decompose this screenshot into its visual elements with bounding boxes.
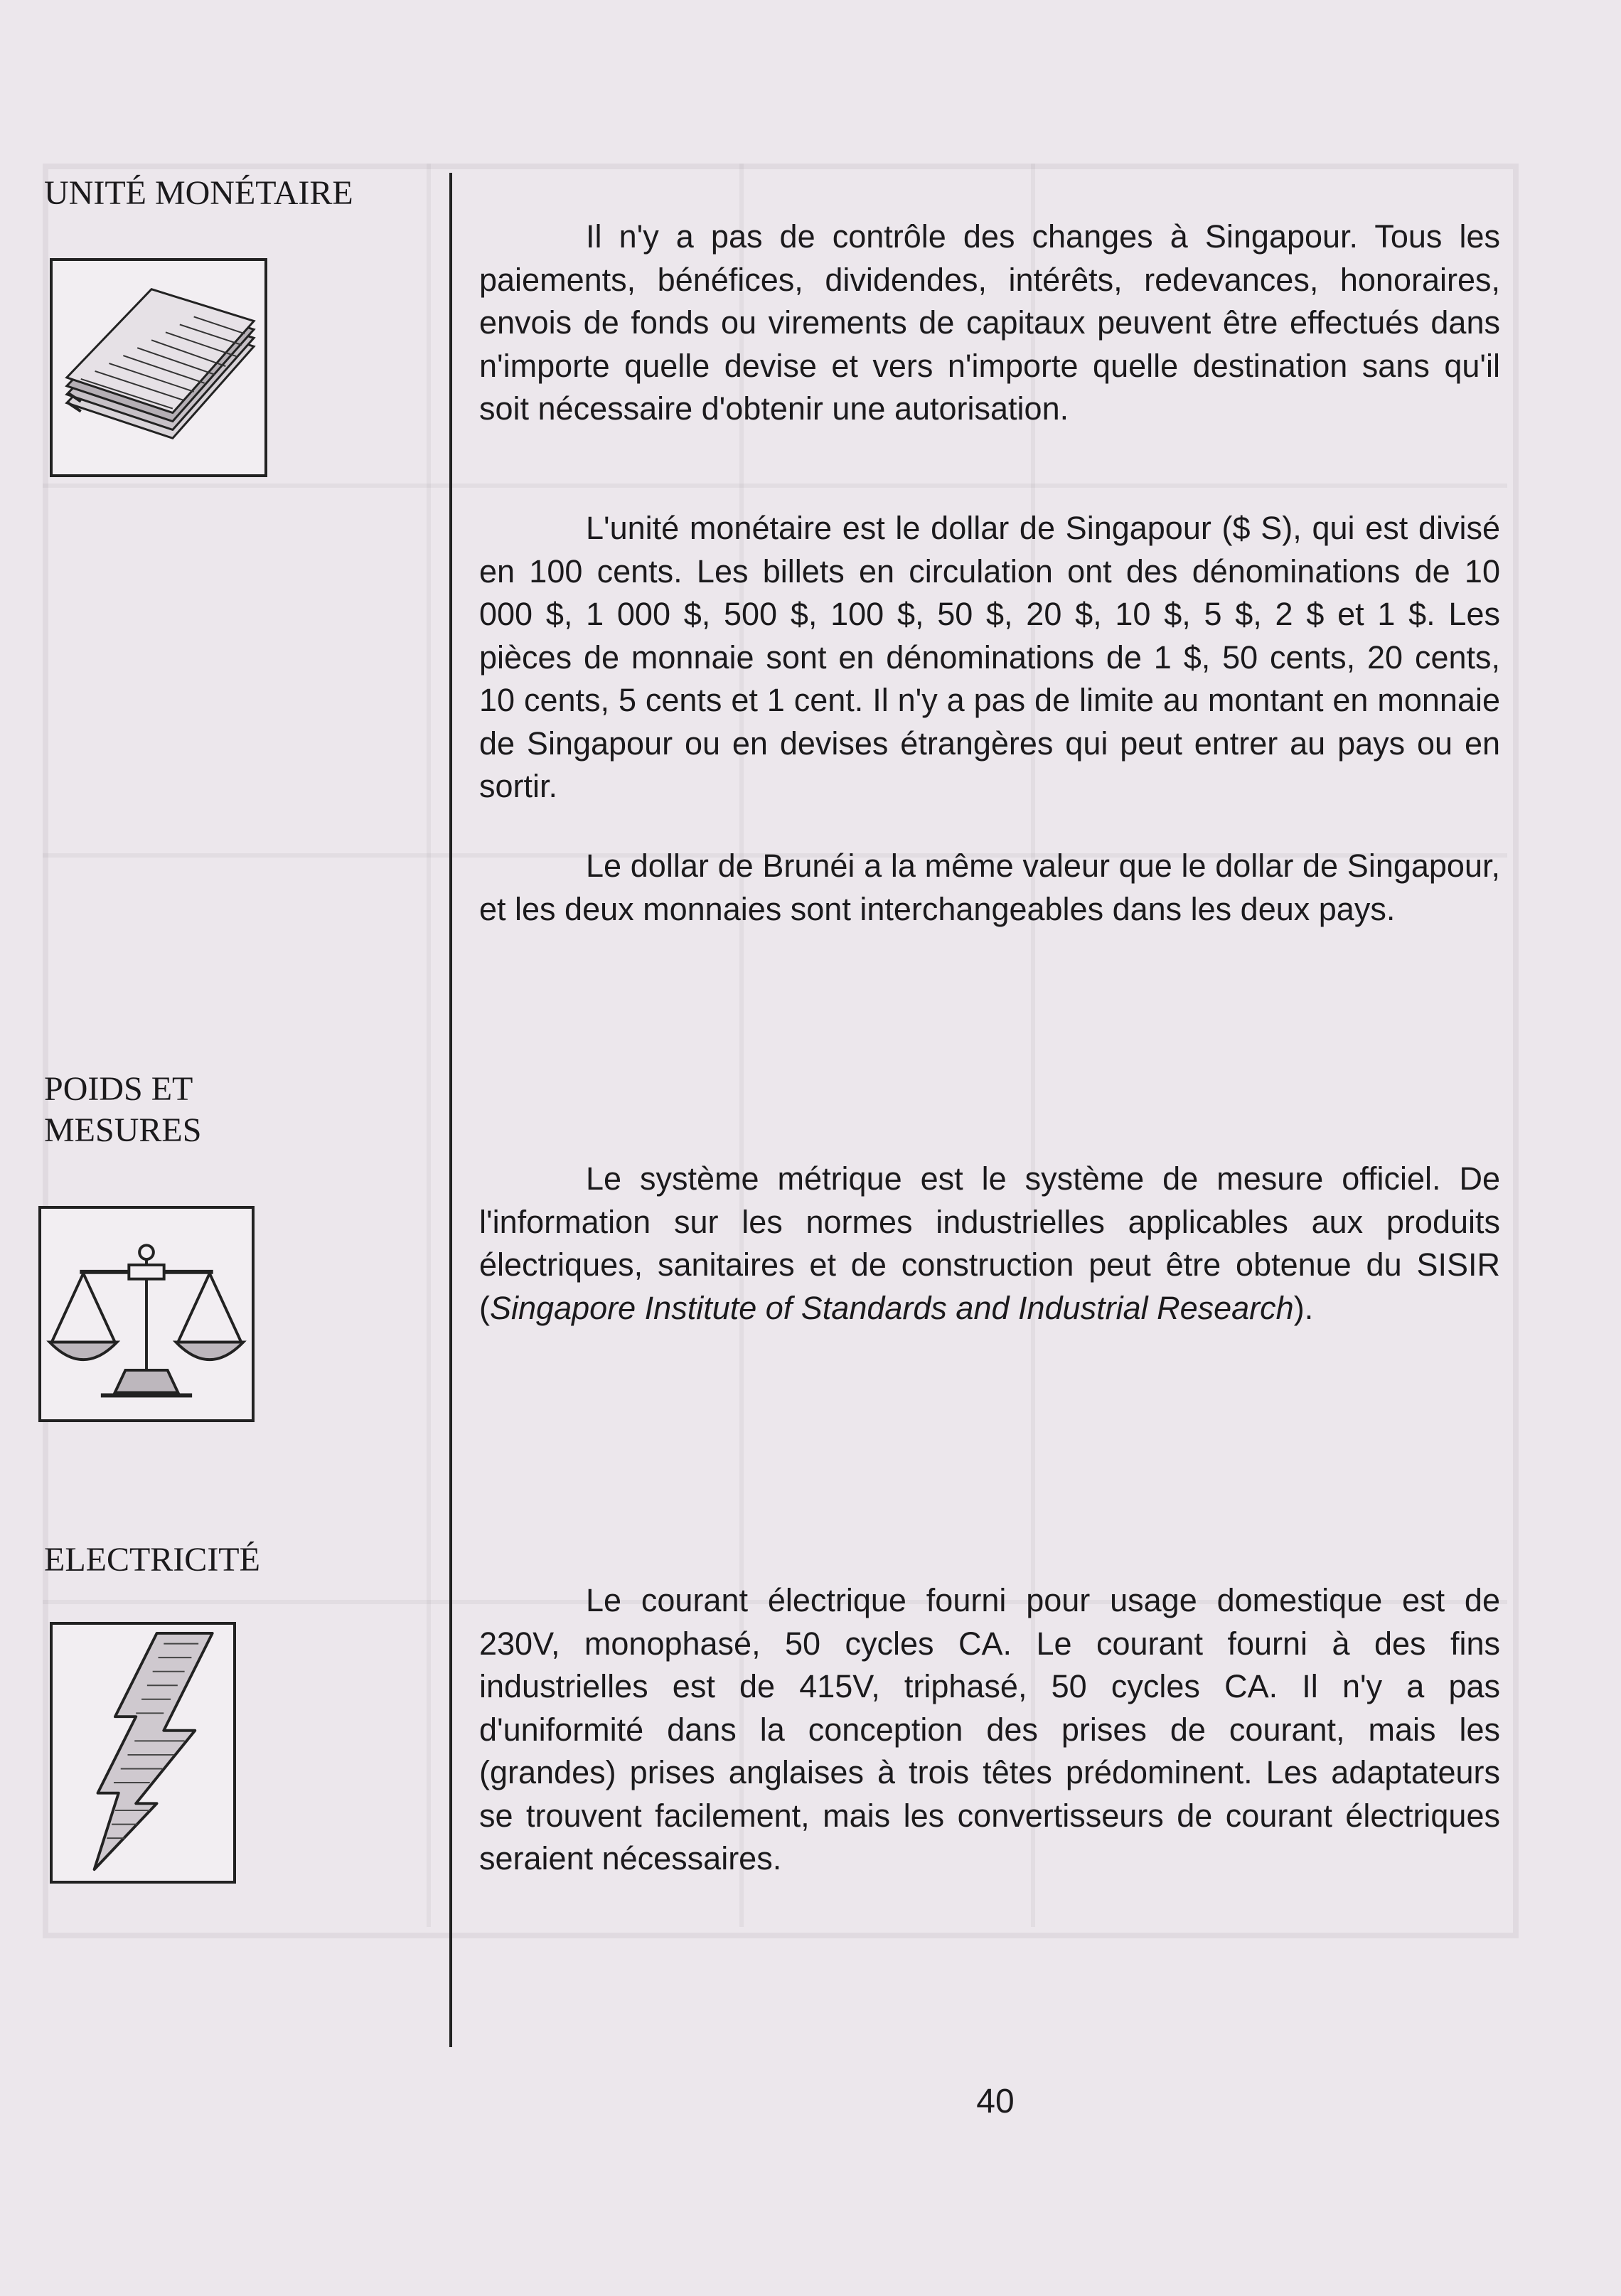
section-heading-weights [44,1069,201,1151]
lightning-bolt-icon [50,1622,236,1884]
electricity-paragraph: Le courant électrique fourni pour usage domestique est de 230V, monophasé, 50 cycles CA. Le courant fourni à des fins industrielles est de 415V, triphasé, 50 cycles CA. Il n'y a pas d'uniformité dans la conception des prises de courant, mais les (grandes) prises anglaises à trois têtes prédominent. Les adaptateurs se trouvent facilement, mais les convertisseurs de courant électriques seraient nécessaires. [479,1582,1500,1876]
weights-paragraph [479,1158,1500,1330]
bleed-through-line [427,164,431,1927]
section-heading-electricity: ELECTRICITÉ [44,1541,260,1579]
bleed-through-line [43,484,1507,488]
column-divider [449,173,452,2047]
weights-text-start: Le système métrique est le système de mesure officiel. De l'information sur les normes industrielles applicables aux produits électriques, sanitaires et de construction peut être obtenue du SISIR ( [479,1160,1500,1326]
balance-scale-icon [38,1206,255,1422]
sisir-full-name: Singapore Institute of Standards and Industrial Research [490,1289,1294,1326]
heading-line: MESURES [44,1111,202,1149]
currency-paragraph-3: Le dollar de Brunéi a la même valeur que le dollar de Singapour, et les deux monnaies sont interchangeables dans les deux pays. [479,848,1500,927]
page-number: 40 [976,2083,1015,2120]
section-heading-currency: UNITÉ MONÉTAIRE [44,174,353,212]
currency-paragraph-2: L'unité monétaire est le dollar de Singapour ($ S), qui est divisé en 100 cents. Les billets en circulation ont des dénominations de 10 000 $, 1 000 $, 500 $, 100 $, 50 $, 20 $, 10 $, 5 $, 2 $ et 1 $. Les pièces de monnaie sont en dénominations de 1 $, 50 cents, 20 cents, 10 cents, 5 cents et 1 cent. Il n'y a pas de limite au montant en monnaie de Singapour ou en devises étrangères qui peut entrer au pays ou en sortir. [479,510,1500,804]
heading-line: POIDS ET [44,1070,193,1108]
banknotes-stack-icon [50,258,267,477]
currency-paragraph-1: Il n'y a pas de contrôle des changes à Singapour. Tous les paiements, bénéfices, dividendes, intérêts, redevances, honoraires, envois de fonds ou virements de capitaux peuvent être effectués dans n'importe quelle devise et vers n'importe quelle destination sans qu'il soit nécessaire d'obtenir une autorisation. [479,218,1500,427]
weights-text-end: ). [1293,1289,1314,1326]
